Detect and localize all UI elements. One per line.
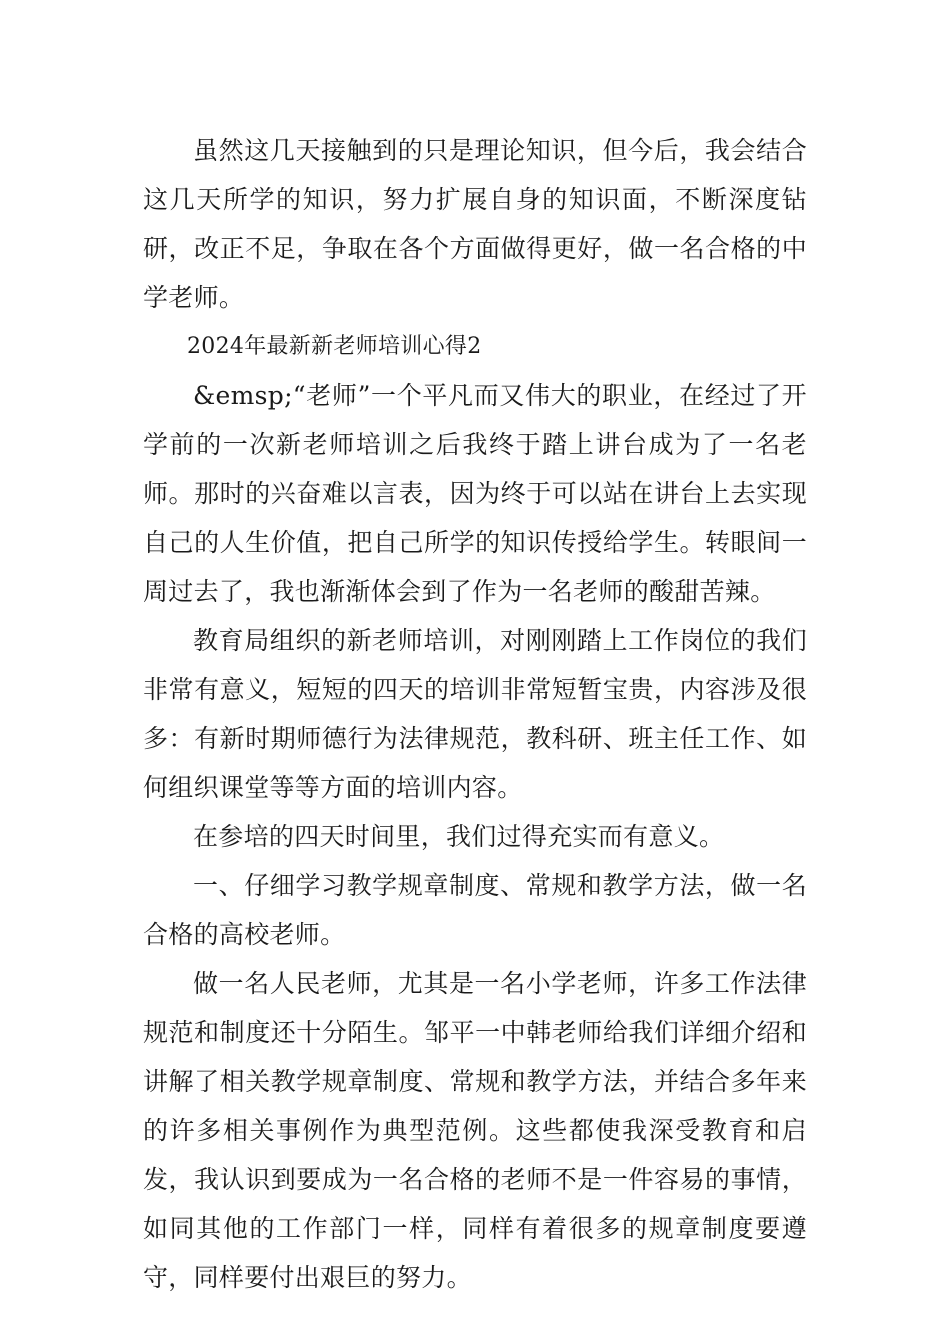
paragraph-teacher-rules: 做一名人民老师，尤其是一名小学老师，许多工作法律规范和制度还十分陌生。邹平一中韩老师给我们详细介绍和讲解了相关教学规章制度、常规和教学方法，并结合多年来的许多相关事例作为典型范例。这些都使我深受教育和启发，我认识到要成为一名合格的老师不是一件容易的事情，如同其他的工作部门一样，同样有着很多的规章制度要遵守，同样要付出艰巨的努力。 [143,969,807,1292]
paragraph-training-overview: 教育局组织的新老师培训，对刚刚踏上工作岗位的我们非常有意义，短短的四天的培训非常短暂宝贵，内容涉及很多：有新时期师德行为法律规范，教科研、班主任工作、如何组织课堂等等方面的培训内容。 [143,626,807,802]
paragraph-point-one: 一、仔细学习教学规章制度、常规和教学方法，做一名合格的高校老师。 [143,871,807,949]
section-title: 2024年最新新老师培训心得2 [187,334,482,359]
paragraph-conclusion: 虽然这几天接触到的只是理论知识，但今后，我会结合这几天所学的知识，努力扩展自身的知识面，不断深度钻研，改正不足，争取在各个方面做得更好，做一名合格的中学老师。 [143,136,807,312]
paragraph-intro: &emsp;“老师”一个平凡而又伟大的职业，在经过了开学前的一次新老师培训之后我终于踏上讲台成为了一名老师。那时的兴奋难以言表，因为终于可以站在讲台上去实现自己的人生价值，把自己所学的知识传授给学生。转眼间一周过去了，我也渐渐体会到了作为一名老师的酸甜苦辣。 [143,381,807,606]
document-body [143,126,807,1302]
paragraph-four-days: 在参培的四天时间里，我们过得充实而有意义。 [193,822,725,851]
